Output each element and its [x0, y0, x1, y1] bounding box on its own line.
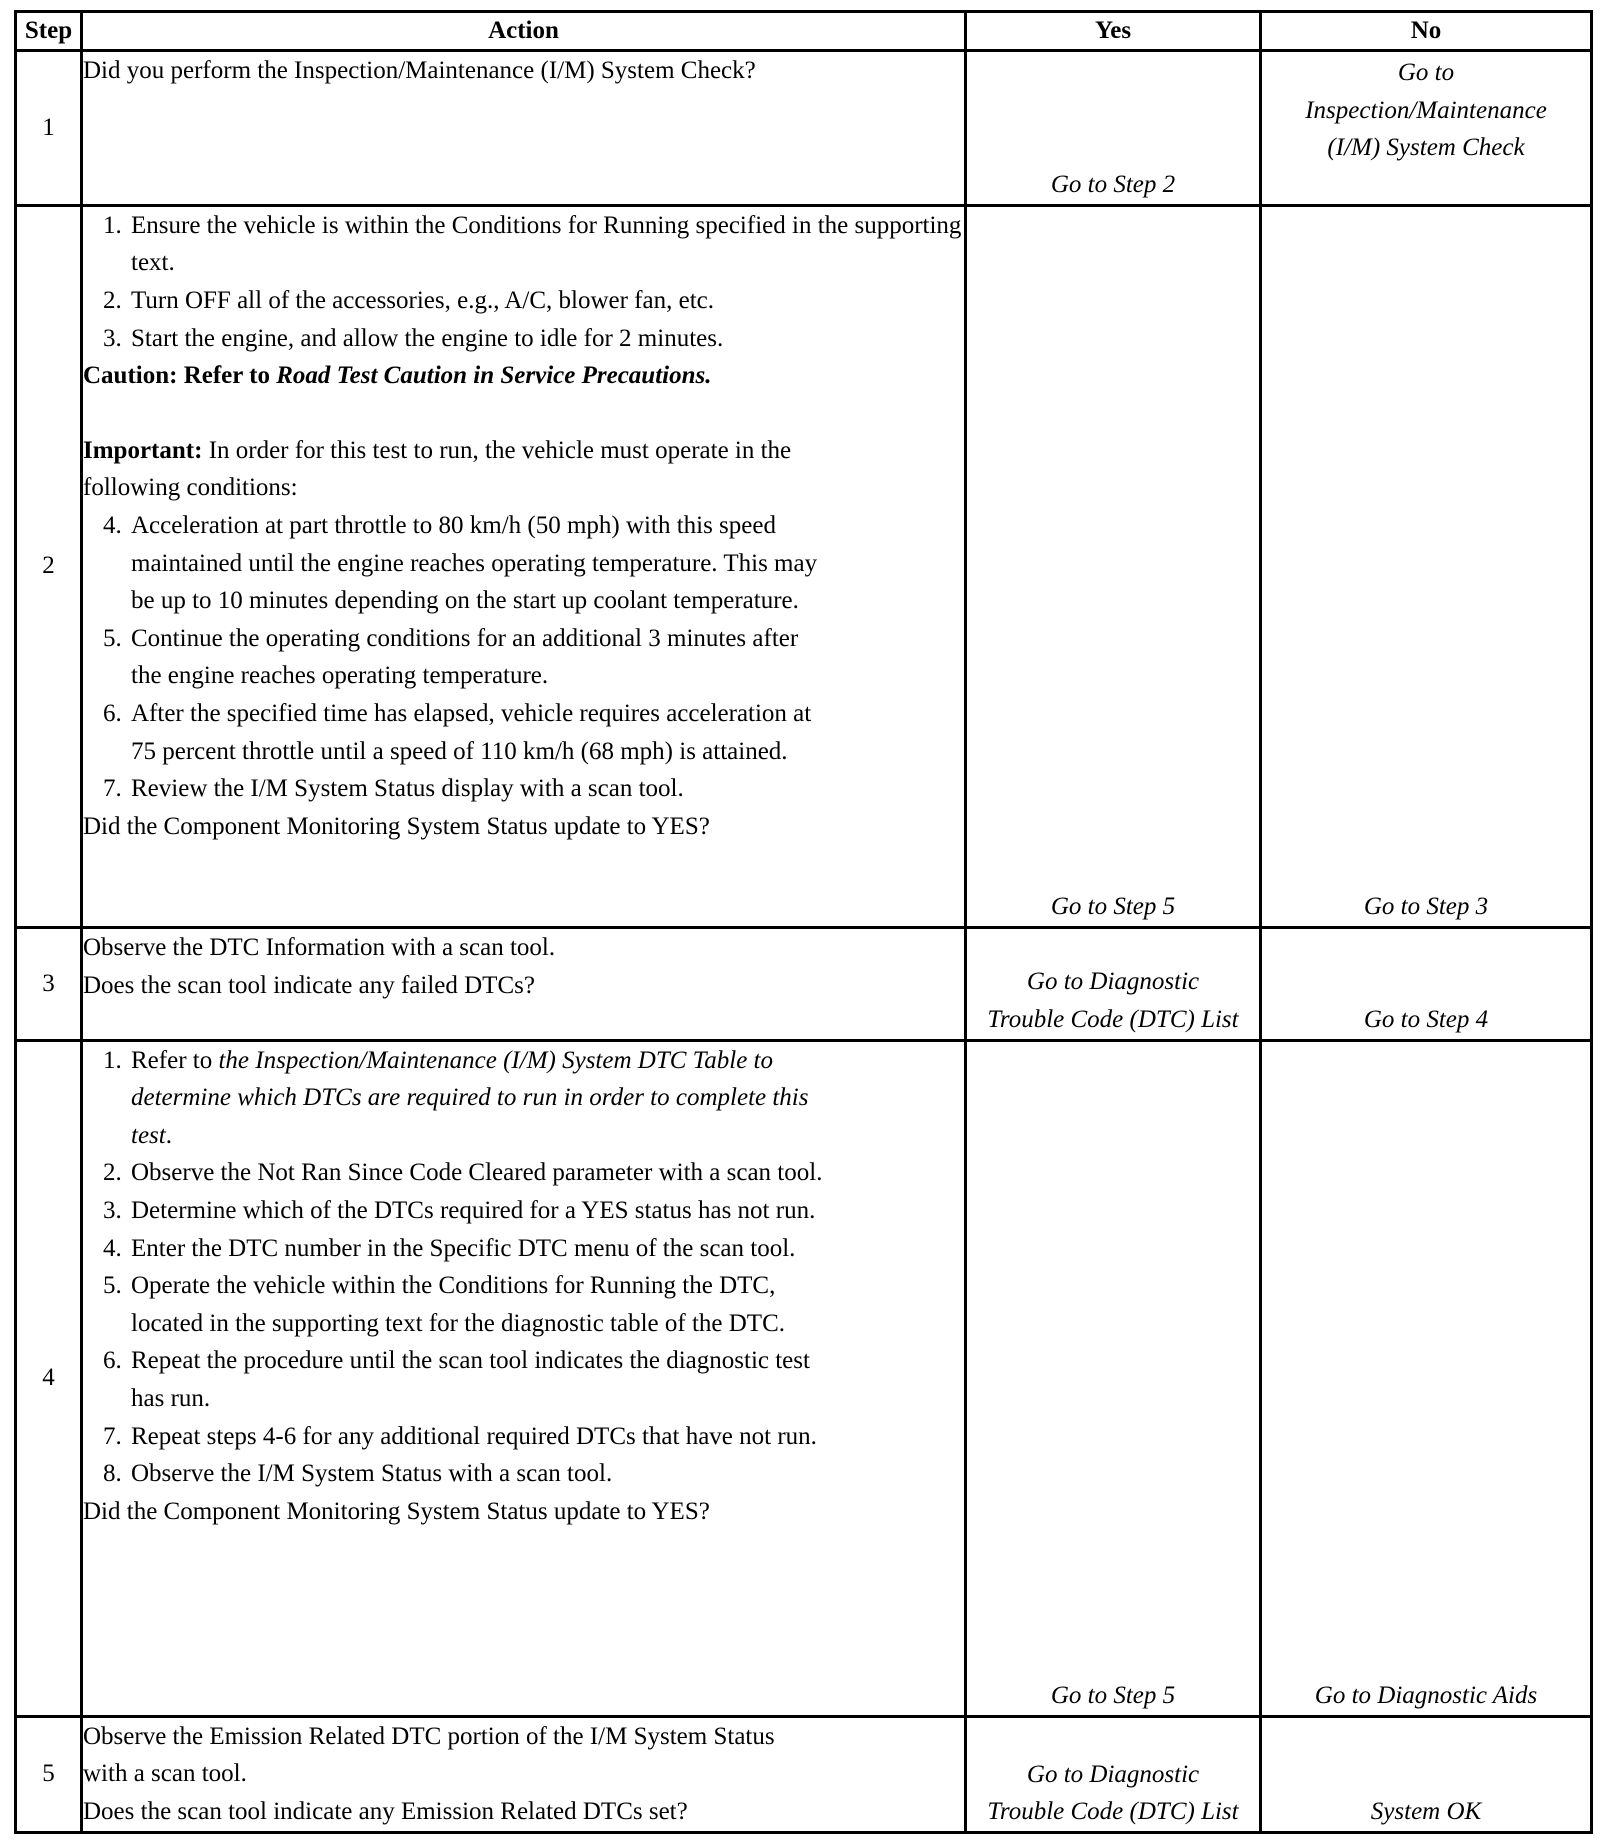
- list-item: 2. Observe the Not Ran Since Code Cleared parameter with a scan tool.: [103, 1159, 823, 1187]
- table-row-step-1: [16, 51, 1592, 206]
- list-item: 1. Refer to the Inspection/Maintenance (I/M) System DTC Table to determine which DTCs are required to run in order to complete this test.: [103, 1046, 809, 1149]
- header-yes: Yes: [966, 12, 1261, 51]
- list-item: 8. Observe the I/M System Status with a scan tool.: [103, 1460, 613, 1488]
- table-row-step-3: [16, 928, 1592, 1041]
- no-result: Go to Step 4: [1261, 928, 1592, 1041]
- yes-result: Go to Step 5: [966, 1040, 1261, 1716]
- action-question: Did the Component Monitoring System Status update to YES?: [83, 812, 710, 840]
- list-item: 6. After the specified time has elapsed, vehicle requires acceleration at 75 percent throttle until a speed of 110 km/h (68 mph) is attained.: [103, 700, 812, 765]
- step-number: 2: [16, 205, 82, 927]
- step-number: 3: [16, 928, 82, 1041]
- procedure-list: [83, 1042, 964, 1493]
- list-item: 1. Ensure the vehicle is within the Conditions for Running specified in the supporting text.: [103, 211, 962, 277]
- caution-note: Caution: Refer to Road Test Caution in Service Precautions.: [83, 362, 712, 390]
- yes-result: Go to Diagnostic Trouble Code (DTC) List: [966, 1716, 1261, 1832]
- step-number: 4: [16, 1040, 82, 1716]
- yes-result: Go to Step 5: [966, 205, 1261, 927]
- list-item: 2. Turn OFF all of the accessories, e.g., A/C, blower fan, etc.: [103, 287, 714, 315]
- action-text: Observe the DTC Information with a scan tool.: [83, 934, 556, 962]
- yes-result: Go to Diagnostic Trouble Code (DTC) List: [966, 928, 1261, 1041]
- header-action: Action: [82, 12, 966, 51]
- action-cell: [82, 1040, 966, 1716]
- header-step: Step: [16, 12, 82, 51]
- list-item: 7. Repeat steps 4-6 for any additional required DTCs that have not run.: [103, 1422, 817, 1450]
- action-text: Observe the Emission Related DTC portion of the I/M System Status with a scan tool.: [83, 1722, 775, 1788]
- no-result: System OK: [1261, 1716, 1592, 1832]
- action-cell: [82, 51, 966, 206]
- list-item: 7. Review the I/M System Status display with a scan tool.: [103, 775, 684, 803]
- list-item: 4. Enter the DTC number in the Specific DTC menu of the scan tool.: [103, 1234, 796, 1262]
- table-row-step-4: [16, 1040, 1592, 1716]
- yes-result: Go to Step 2: [966, 51, 1261, 206]
- header-row: [16, 12, 1592, 51]
- list-item: 3. Determine which of the DTCs required for a YES status has not run.: [103, 1197, 816, 1225]
- procedure-list: [83, 207, 964, 357]
- list-item: 5. Operate the vehicle within the Conditions for Running the DTC, located in the supporting text for the diagnostic table of the DTC.: [103, 1272, 786, 1337]
- action-question: Does the scan tool indicate any Emission Related DTCs set?: [83, 1797, 688, 1825]
- action-cell: [82, 1716, 966, 1832]
- list-item: 3. Start the engine, and allow the engine to idle for 2 minutes.: [103, 324, 724, 352]
- table-row-step-5: [16, 1716, 1592, 1832]
- action-cell: [82, 205, 966, 927]
- action-question: Did you perform the Inspection/Maintenance (I/M) System Check?: [83, 57, 756, 84]
- important-note: Important: In order for this test to run, the vehicle must operate in the following conditions:: [83, 436, 792, 502]
- no-result: Go to Inspection/Maintenance (I/M) System Check: [1261, 51, 1592, 206]
- diagnostic-table: [14, 10, 1593, 1834]
- header-no: No: [1261, 12, 1592, 51]
- list-item: 6. Repeat the procedure until the scan tool indicates the diagnostic test has run.: [103, 1347, 810, 1412]
- action-question: Did the Component Monitoring System Status update to YES?: [83, 1497, 710, 1525]
- no-result: Go to Step 3: [1261, 205, 1592, 927]
- list-item: 4. Acceleration at part throttle to 80 km/h (50 mph) with this speed maintained until the engine reaches operating temperature. This may be up to 10 minutes depending on the start up coolant temperature.: [103, 512, 818, 615]
- list-item: 5. Continue the operating conditions for an additional 3 minutes after the engine reaches operating temperature.: [103, 624, 799, 690]
- action-question: Does the scan tool indicate any failed DTCs?: [83, 971, 535, 999]
- table-row-step-2: [16, 205, 1592, 927]
- step-number: 1: [16, 51, 82, 206]
- action-cell: [82, 928, 966, 1041]
- no-result: Go to Diagnostic Aids: [1261, 1040, 1592, 1716]
- step-number: 5: [16, 1716, 82, 1832]
- procedure-list: [83, 507, 964, 808]
